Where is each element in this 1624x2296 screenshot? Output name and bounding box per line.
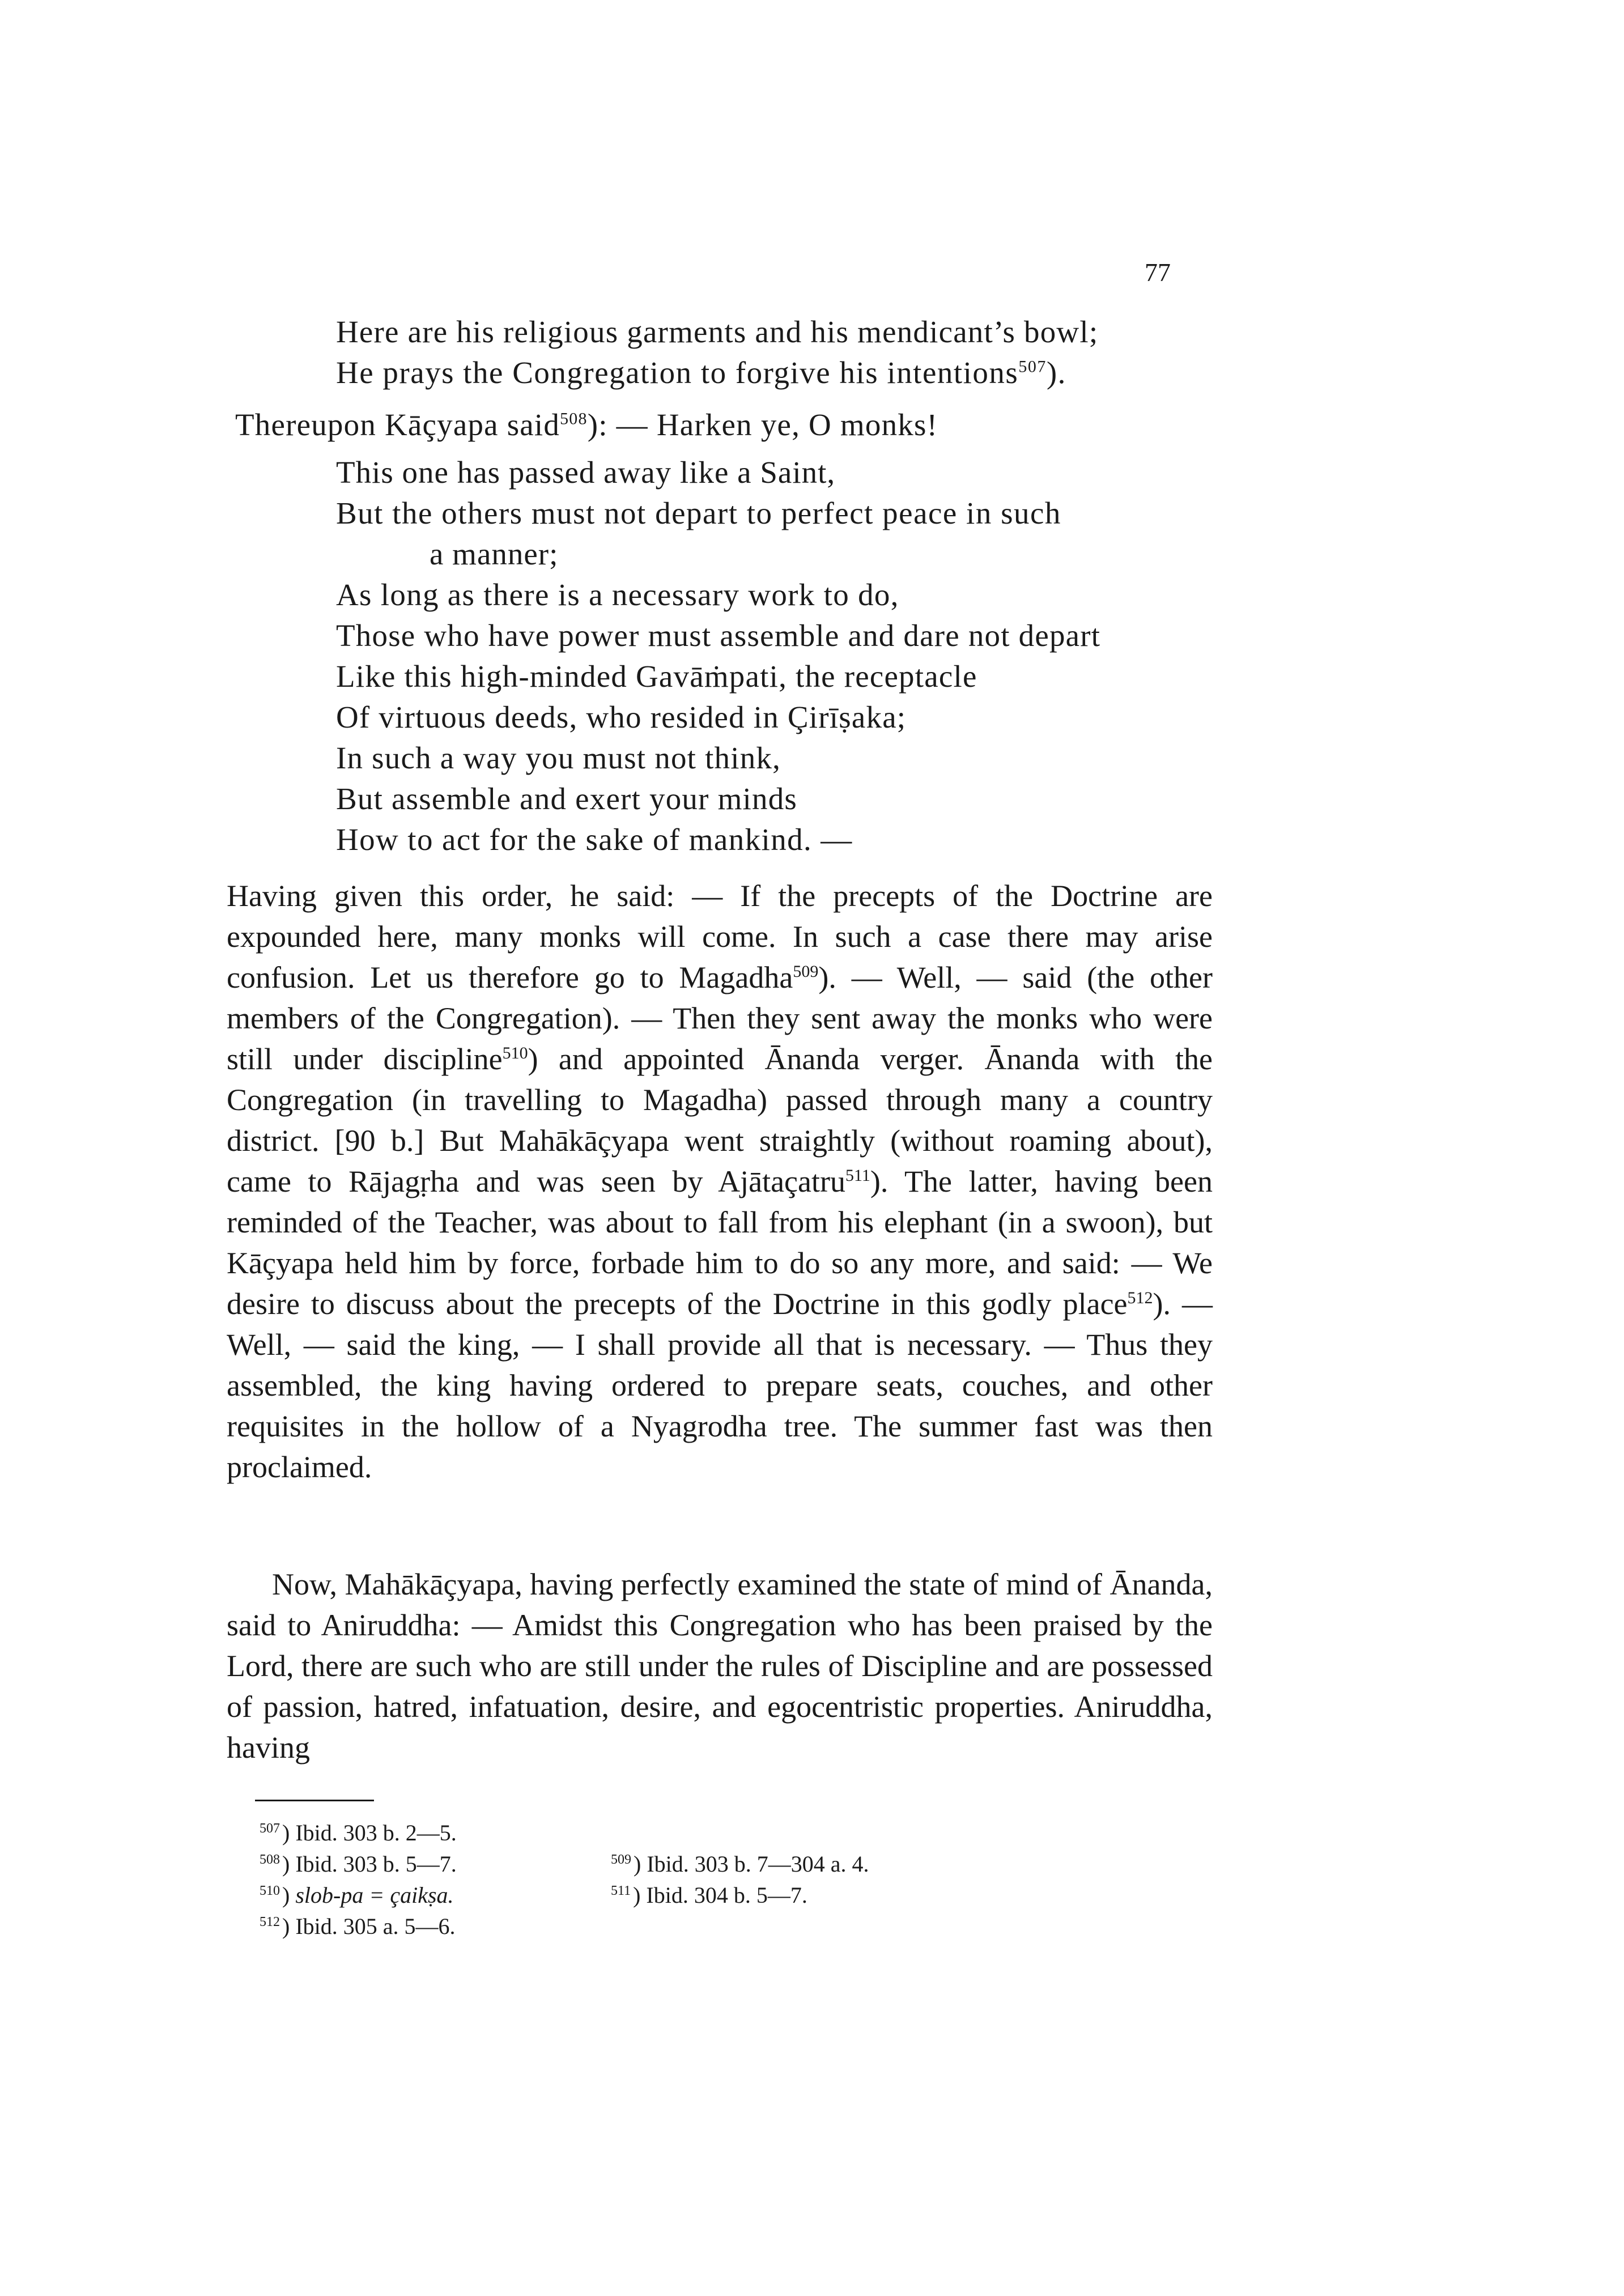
body-paragraph: Now, Mahākāçyapa, having perfectly examined the state of mind of Ānanda, said to Aniruddha: — Amidst this Congregation who has been praised by the Lord, there are such who are still under the rules of Discipline and are possessed of passion, hatred, infatuation, desire, and egocentristic properties. Aniruddha, having	[227, 1567, 1213, 1764]
footnote-ref: 510	[502, 1044, 528, 1062]
footnote-ref: 507	[1018, 357, 1047, 376]
footnote: $^{512}$ ) Ibid. 305 a. 5—6.	[260, 1914, 456, 1939]
verse-line: He prays the Congregation to forgive his intentions$^{507}$).	[336, 355, 1066, 390]
footnote: $^{511}$ ) Ibid. 304 b. 5—7.	[611, 1882, 807, 1908]
footnote-ref: 508	[560, 409, 588, 428]
body-paragraph: Having given this order, he said: — If the precepts of the Doctrine are expounded here, many monks will come. In such a case there may arise confusion. Let us therefore go to Magadha$^{509}$). — Well, — said (the other members of the Congregation). — Then they sent away the monks who were still under discipline$^{510}$) and appointed Ānanda verger. Ānanda with the Congregation (in travelling to Magadha) passed through many a country district. [90 b.] But Mahākāçyapa went straightly (without roaming about), came to Rājagṛha and was seen by Ajātaçatru$^{511}$). The latter, having been reminded of the Teacher, was about to fall from his elephant (in a swoon), but Kāçyapa held him by force, forbade him to do so any more, and said: — We desire to discuss about the precepts of the Doctrine in this godly place$^{512}$). — Well, — said the king, — I shall provide all that is necessary. — Thus they assembled, the king having ordered to prepare seats, couches, and other requisites in the hollow of a Nyagrodha tree. The summer fast was then proclaimed.	[227, 879, 1213, 1484]
verse-line: a manner;	[430, 537, 559, 571]
footnote: $^{507}$ ) Ibid. 303 b. 2—5.	[260, 1820, 457, 1846]
footnote-ref: 512	[1127, 1289, 1153, 1307]
footnote: $^{509}$ ) Ibid. 303 b. 7—304 a. 4.	[611, 1851, 869, 1877]
page-number: 77	[1145, 258, 1171, 287]
footnote-separator	[255, 1800, 374, 1801]
verse-line: As long as there is a necessary work to do,	[336, 577, 899, 612]
verse-line: But the others must not depart to perfect peace in such	[336, 496, 1061, 530]
verse-line: But assemble and exert your minds	[336, 781, 798, 816]
verse-line: In such a way you must not think,	[336, 741, 781, 775]
footnote-ref: 511	[845, 1166, 870, 1185]
verse-line: Those who have power must assemble and dare not depart	[336, 618, 1101, 653]
footnote: $^{508}$ ) Ibid. 303 b. 5—7.	[260, 1851, 457, 1877]
verse-intro-line: Thereupon Kāçyapa said$^{508}$): — Harken ye, O monks!	[235, 407, 938, 442]
verse-line: This one has passed away like a Saint,	[336, 455, 836, 490]
footnote: $^{510}$ ) slob-pa = çaikṣa.	[260, 1882, 454, 1908]
verse-line: How to act for the sake of mankind. —	[336, 822, 853, 857]
verse-line: Of virtuous deeds, who resided in Çirīṣaka;	[336, 700, 907, 734]
footnote-ref: 509	[793, 962, 819, 981]
verse-line: Like this high-minded Gavāṁpati, the receptacle	[336, 659, 977, 694]
verse-line: Here are his religious garments and his mendicant’s bowl;	[336, 314, 1099, 349]
